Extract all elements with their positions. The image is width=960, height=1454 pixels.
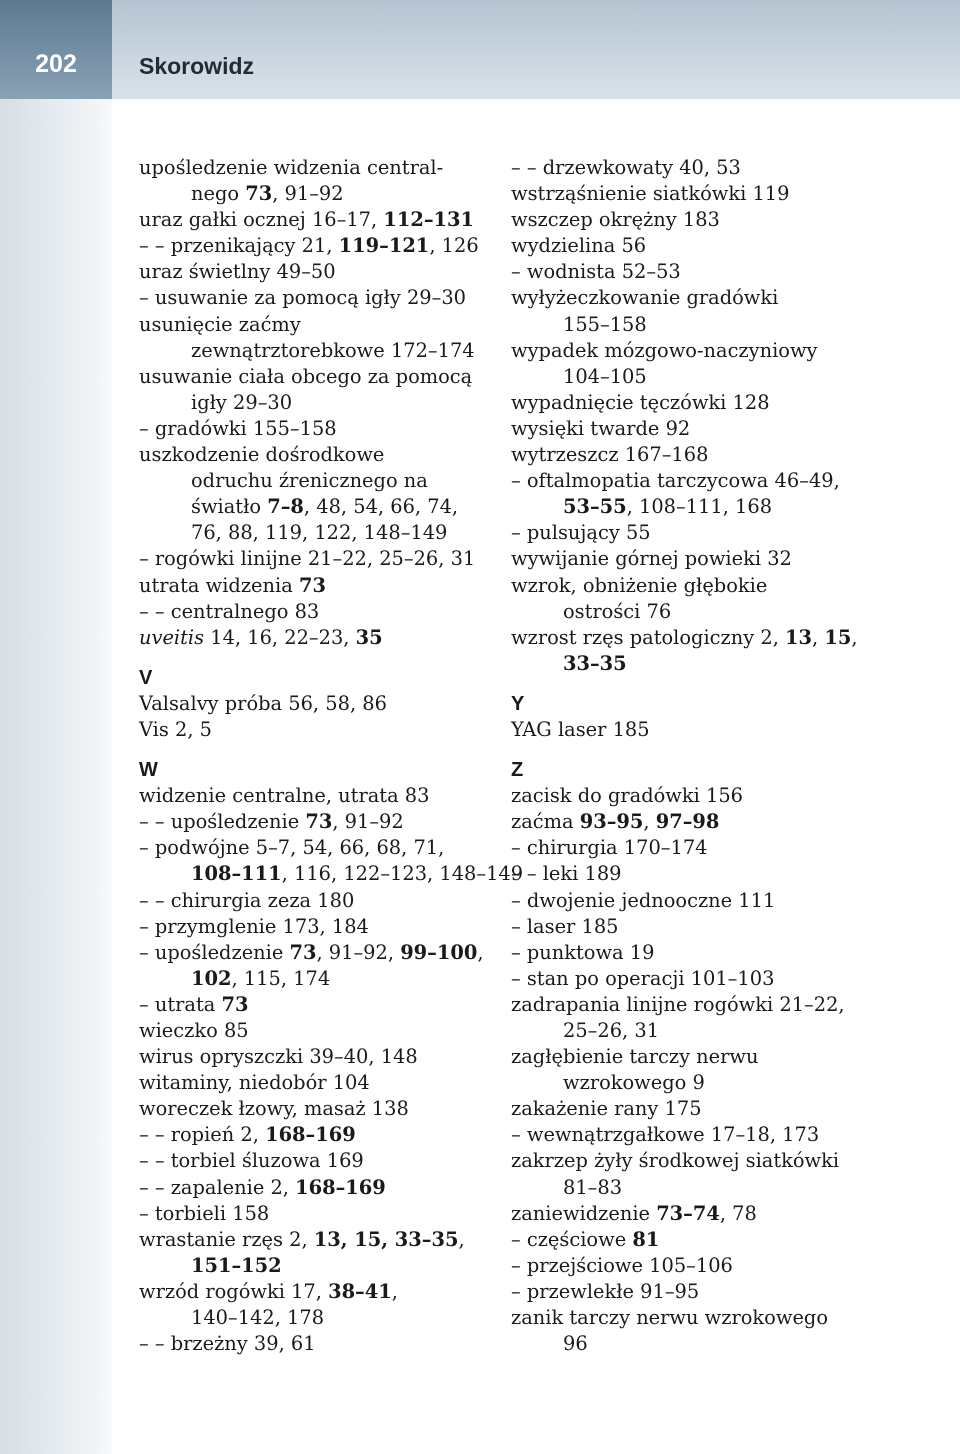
entry-text: wirus opryszczki 39–40, 148 (139, 1045, 418, 1069)
entry-text: , (477, 940, 484, 964)
entry-text: zanik tarczy nerwu wzrokowego (511, 1306, 829, 1330)
entry-text: utrata widzenia (139, 573, 299, 597)
entry-text: usuwanie ciała obcego za pomocą (139, 364, 473, 388)
index-entry (511, 233, 931, 259)
index-entry (139, 888, 489, 914)
index-entry (511, 1201, 931, 1227)
index-entry (139, 992, 489, 1018)
index-entry (139, 599, 489, 625)
page-ref-bold: 53–55 (563, 495, 627, 519)
index-entry (511, 416, 931, 442)
index-entry (139, 259, 489, 285)
index-entry (139, 312, 489, 338)
index-entry (139, 809, 489, 835)
index-entry (511, 1279, 931, 1305)
page-ref-bold: 73 (245, 182, 273, 206)
index-entry (139, 338, 489, 364)
index-entry (511, 338, 931, 364)
entry-text: , 48, 54, 66, 74, (303, 495, 459, 519)
index-entry (139, 1044, 489, 1070)
entry-text: wszczep okrężny 183 (511, 208, 720, 232)
entry-text: wrzód rogówki 17, (139, 1279, 329, 1303)
entry-text: wzrokowego 9 (563, 1071, 705, 1095)
index-column-right (511, 155, 931, 1357)
entry-text: – – centralnego 83 (139, 599, 320, 623)
index-entry (511, 1018, 931, 1044)
index-entry (139, 1201, 489, 1227)
index-entry (511, 651, 931, 677)
entry-text: wyłyżeczkowanie gradówki (511, 286, 779, 310)
entry-text: 96 (563, 1332, 588, 1356)
entry-text: – – przenikający 21, (139, 234, 339, 258)
entry-text: igły 29–30 (191, 390, 293, 414)
index-entry (139, 546, 489, 572)
entry-text: – dwojenie jednooczne 111 (511, 888, 776, 912)
page-ref-bold: 7–8 (267, 495, 304, 519)
margin-sidebar (0, 99, 112, 1454)
entry-text: 76, 88, 119, 122, 148–149 (191, 521, 448, 545)
page-ref-bold: 73 (221, 992, 249, 1016)
entry-text: wywijanie górnej powieki 32 (511, 547, 792, 571)
entry-text: – – ropień 2, (139, 1123, 266, 1147)
entry-text: – – upośledzenie (139, 810, 306, 834)
entry-text: zakrzep żyły środkowej siatkówki (511, 1149, 840, 1173)
entry-text: , (643, 810, 656, 834)
entry-text: 25–26, 31 (563, 1019, 660, 1042)
entry-text: – – drzewkowaty 40, 53 (511, 156, 741, 179)
entry-text: 14, 16, 22–23, (204, 625, 356, 649)
entry-text: – – chirurgia zeza 180 (139, 888, 355, 912)
page-ref-bold: 13, 15, 33–35 (313, 1227, 459, 1251)
entry-text: – przejściowe 105–106 (511, 1253, 733, 1277)
entry-text: , (458, 1227, 465, 1251)
entry-text: – pulsujący 55 (511, 521, 651, 545)
entry-text: uveitis (139, 625, 205, 649)
page-ref-bold: 33–35 (563, 651, 627, 675)
index-entry (139, 285, 489, 311)
index-entry (139, 1279, 489, 1305)
page-ref-bold: 93–95 (579, 810, 644, 834)
entry-text: upośledzenie widzenia central- (139, 156, 444, 179)
index-entry (511, 861, 931, 887)
index-entry (511, 259, 931, 285)
entry-text: zagłębienie tarczy nerwu (511, 1045, 759, 1069)
index-entry (511, 914, 931, 940)
index-entry (511, 364, 931, 390)
entry-text: woreczek łzowy, masaż 138 (139, 1097, 409, 1121)
entry-text: YAG laser 185 (511, 717, 650, 741)
index-entry (511, 312, 931, 338)
entry-text: – laser 185 (511, 914, 619, 938)
entry-text: uraz świetlny 49–50 (139, 260, 336, 284)
entry-text: zewnątrztorebkowe 172–174 (191, 338, 475, 362)
index-entry (139, 1122, 489, 1148)
index-letter-heading: V (139, 666, 153, 689)
index-entry (511, 1148, 931, 1174)
index-entry (139, 691, 489, 717)
entry-text: wysięki twarde 92 (511, 416, 691, 440)
index-entry (511, 809, 931, 835)
entry-text: , 108–111, 168 (626, 495, 773, 519)
index-entry (511, 155, 931, 181)
entry-text: wytrzeszcz 167–168 (511, 443, 709, 467)
index-entry (511, 717, 931, 743)
entry-text: – usuwanie za pomocą igły 29–30 (139, 286, 467, 310)
index-entry (139, 717, 489, 743)
entry-text: nego (191, 182, 246, 206)
index-entry (139, 914, 489, 940)
page-ref-bold: 73 (305, 810, 333, 834)
entry-text: – przymglenie 173, 184 (139, 914, 369, 938)
entry-text: , 91–92 (332, 810, 404, 834)
entry-text: Valsalvy próba 56, 58, 86 (139, 691, 387, 715)
entry-text: 104–105 (563, 364, 647, 388)
entry-text: , 115, 174 (231, 966, 331, 990)
entry-text: , (812, 625, 825, 649)
page-header (0, 0, 960, 99)
entry-text: uszkodzenie dośrodkowe (139, 443, 385, 467)
index-entry (139, 966, 489, 992)
entry-text: zadrapania linijne rogówki 21–22, (511, 992, 845, 1016)
index-entry (139, 390, 489, 416)
index-entry (511, 888, 931, 914)
entry-text: , 91–92, (316, 940, 401, 964)
index-entry (139, 207, 489, 233)
entry-text: zaćma (511, 810, 580, 834)
index-letter-heading: W (139, 759, 158, 782)
index-entry (511, 494, 931, 520)
entry-text: – upośledzenie (139, 940, 290, 964)
index-entry (139, 155, 489, 181)
index-entry (511, 599, 931, 625)
entry-text: – – leki 189 (511, 862, 622, 886)
page-ref-bold: 99–100 (400, 940, 478, 964)
index-entry (511, 940, 931, 966)
index-entry (511, 546, 931, 572)
index-entry (139, 861, 524, 887)
page-ref-bold: 13 (785, 625, 813, 649)
entry-text: wzrost rzęs patologiczny 2, (511, 625, 786, 649)
entry-text: 140–142, 178 (191, 1306, 325, 1330)
entry-text: zacisk do gradówki 156 (511, 784, 744, 808)
entry-text: – – brzeżny 39, 61 (139, 1332, 316, 1356)
entry-text: witaminy, niedobór 104 (139, 1071, 370, 1095)
index-entry (139, 835, 489, 861)
index-entry (139, 1096, 489, 1122)
index-entry (511, 1227, 931, 1253)
page-ref-bold: 81 (632, 1227, 660, 1251)
index-entry (139, 520, 489, 546)
entry-text: zakażenie rany 175 (511, 1097, 702, 1121)
index-entry (511, 1122, 931, 1148)
page-number-box (0, 0, 112, 99)
page-ref-bold: 112–131 (383, 208, 474, 232)
page-ref-bold: 15 (824, 625, 852, 649)
index-entry (139, 1148, 489, 1174)
index-letter-heading: Y (511, 692, 525, 715)
index-entry (139, 783, 489, 809)
entry-text: wieczko 85 (139, 1019, 249, 1042)
entry-text: – punktowa 19 (511, 940, 655, 964)
index-entry (139, 1070, 489, 1096)
index-column-left (139, 155, 524, 1357)
entry-text: – wewnątrzgałkowe 17–18, 173 (511, 1123, 820, 1147)
index-entry (139, 1331, 489, 1357)
index-entry (511, 468, 931, 494)
entry-text: ostrości 76 (563, 599, 672, 623)
entry-text: 81–83 (563, 1175, 623, 1199)
index-entry (139, 940, 489, 966)
entry-text: uraz gałki ocznej 16–17, (139, 208, 384, 232)
entry-text: , 126 (429, 234, 479, 258)
entry-text: – oftalmopatia tarczycowa 46–49, (511, 469, 840, 493)
index-entry (511, 573, 931, 599)
page-ref-bold: 38–41 (328, 1279, 392, 1303)
entry-text: Vis 2, 5 (139, 717, 212, 741)
index-entry (511, 1096, 931, 1122)
entry-text: 155–158 (563, 312, 647, 336)
index-entry (139, 1253, 489, 1279)
index-entry (511, 207, 931, 233)
index-entry (139, 573, 489, 599)
entry-text: – – zapalenie 2, (139, 1175, 296, 1199)
entry-text: – podwójne 5–7, 54, 66, 68, 71, (139, 836, 445, 860)
entry-text: – torbieli 158 (139, 1201, 270, 1225)
index-entry (511, 181, 931, 207)
index-entry (139, 416, 489, 442)
entry-text: , 91–92 (272, 182, 344, 206)
index-entry (139, 625, 489, 651)
entry-text: odruchu źrenicznego na (191, 469, 428, 493)
entry-text: , 78 (719, 1201, 757, 1225)
entry-text: – stan po operacji 101–103 (511, 966, 775, 990)
entry-text: wzrok, obniżenie głębokie (511, 573, 768, 597)
entry-text: – przewlekłe 91–95 (511, 1279, 700, 1303)
page-ref-bold: 73 (289, 940, 317, 964)
entry-text: – chirurgia 170–174 (511, 836, 708, 860)
page-ref-bold: 73–74 (656, 1201, 720, 1225)
entry-text: – rogówki linijne 21–22, 25–26, 31 (139, 547, 476, 571)
entry-text: światło (191, 495, 268, 519)
index-entry (511, 1331, 931, 1357)
index-entry (139, 1175, 489, 1201)
index-entry (139, 468, 489, 494)
entry-text: – – torbiel śluzowa 169 (139, 1149, 364, 1173)
index-entry (511, 442, 931, 468)
page-ref-bold: 73 (298, 573, 326, 597)
index-entry (511, 1044, 931, 1070)
index-entry (139, 494, 489, 520)
entry-text: – gradówki 155–158 (139, 416, 337, 440)
index-entry (139, 1018, 489, 1044)
page-ref-bold: 168–169 (265, 1123, 356, 1147)
index-entry (511, 835, 931, 861)
entry-text: , (391, 1279, 398, 1303)
index-entry (139, 1305, 489, 1331)
entry-text: , (851, 625, 858, 649)
entry-text: usunięcie zaćmy (139, 312, 301, 336)
index-entry (511, 1175, 931, 1201)
index-entry (139, 1227, 489, 1253)
page-title: Skorowidz (139, 53, 255, 79)
page-ref-bold: 102 (191, 966, 232, 990)
page-ref-bold: 108–111 (191, 862, 282, 886)
index-entry (139, 364, 489, 390)
page-ref-bold: 151–152 (191, 1253, 282, 1277)
entry-text: zaniewidzenie (511, 1201, 657, 1225)
page-ref-bold: 35 (355, 625, 383, 649)
page-ref-bold: 97–98 (655, 810, 720, 834)
index-entry (511, 992, 931, 1018)
entry-text: – częściowe (511, 1227, 633, 1251)
index-entry (511, 625, 931, 651)
index-entry (511, 966, 931, 992)
entry-text: – wodnista 52–53 (511, 260, 681, 284)
entry-text: widzenie centralne, utrata 83 (139, 784, 430, 808)
page-number: 202 (35, 50, 77, 78)
index-entry (511, 783, 931, 809)
index-letter-heading: Z (511, 759, 524, 782)
entry-text: wstrząśnienie siatkówki 119 (511, 182, 790, 206)
index-entry (511, 390, 931, 416)
index-entry (511, 520, 931, 546)
page-ref-bold: 119–121 (338, 234, 430, 258)
index-entry (511, 285, 931, 311)
entry-text: – utrata (139, 992, 222, 1016)
index-entry (139, 181, 489, 207)
entry-text: wydzielina 56 (511, 234, 647, 258)
index-entry (139, 233, 489, 259)
index-entry (511, 1253, 931, 1279)
entry-text: wrastanie rzęs 2, (139, 1227, 314, 1251)
entry-text: , 116, 122–123, 148–149 (281, 862, 524, 886)
entry-text: wypadek mózgowo-naczyniowy (511, 338, 818, 362)
page-ref-bold: 168–169 (295, 1175, 386, 1199)
index-entry (511, 1305, 931, 1331)
index-entry (511, 1070, 931, 1096)
entry-text: wypadnięcie tęczówki 128 (511, 390, 770, 414)
index-entry (139, 442, 489, 468)
